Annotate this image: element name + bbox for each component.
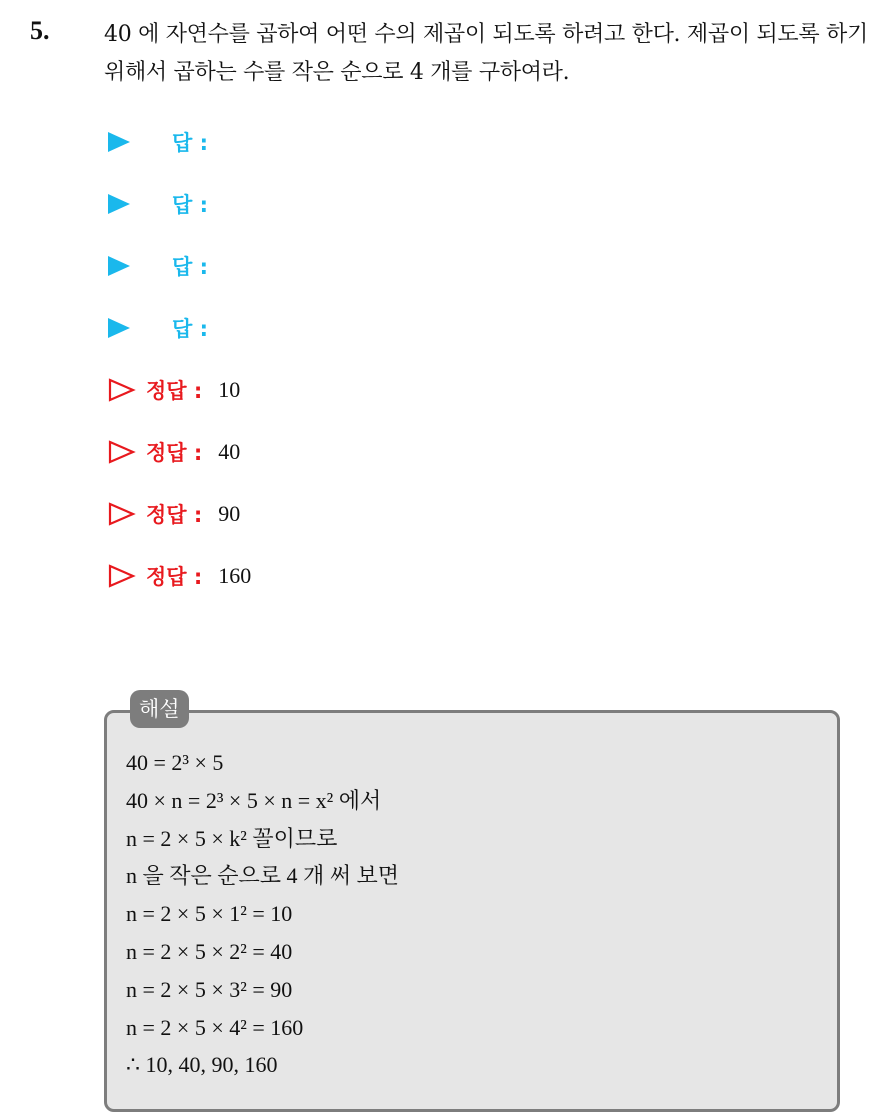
- play-icon: [108, 194, 130, 214]
- question-number: 5.: [30, 16, 50, 45]
- correct-answer-value: 40: [218, 439, 241, 464]
- outline-play-icon: [108, 564, 136, 588]
- correct-answer-label: 정답 :: [146, 565, 203, 589]
- explanation-tab-label: 해설: [130, 690, 189, 728]
- explanation-line: n = 2 × 5 × 1² = 10: [126, 901, 293, 927]
- explanation-line: 40 = 2³ × 5: [126, 750, 224, 775]
- outline-play-icon: [108, 378, 136, 402]
- explanation-line: n 을 작은 순으로 4 개 써 보면: [126, 863, 400, 889]
- explanation-lines: [126, 744, 399, 1084]
- explanation-line: 40 × n = 2³ × 5 × n = x² 에서: [126, 787, 382, 813]
- answer-label: 답 :: [172, 255, 208, 279]
- explanation-line: n = 2 × 5 × 2² = 40: [126, 938, 293, 964]
- correct-answer-value: 160: [218, 563, 252, 588]
- explanation-line: n = 2 × 5 × k² 꼴이므로: [126, 825, 338, 851]
- correct-answer-row: [108, 496, 240, 532]
- correct-answer-label: 정답 :: [146, 379, 203, 403]
- play-icon: [108, 256, 130, 276]
- explanation-line: n = 2 × 5 × 3² = 90: [126, 976, 293, 1002]
- answer-row: [108, 124, 208, 160]
- correct-answer-label: 정답 :: [146, 503, 203, 527]
- answer-label: 답 :: [172, 193, 208, 217]
- answer-row: [108, 248, 208, 284]
- correct-answer-row: [108, 558, 251, 594]
- answer-row: [108, 310, 208, 346]
- correct-answer-value: 90: [218, 501, 241, 526]
- answer-label: 답 :: [172, 317, 208, 341]
- play-icon: [108, 318, 130, 338]
- correct-answer-row: [108, 434, 240, 470]
- outline-play-icon: [108, 440, 136, 464]
- explanation-line: n = 2 × 5 × 4² = 160: [126, 1014, 304, 1040]
- correct-answer-label: 정답 :: [146, 441, 203, 465]
- play-icon: [108, 132, 130, 152]
- correct-answer-row: [108, 372, 240, 408]
- outline-play-icon: [108, 502, 136, 526]
- question-text: 40 에 자연수를 곱하여 어떤 수의 제곱이 되도록 하려고 한다. 제곱이 되도록 하기 위해서 곱하는 수를 작은 순으로 4 개를 구하여라.: [104, 22, 868, 85]
- answer-row: [108, 186, 208, 222]
- correct-answer-value: 10: [218, 377, 241, 402]
- explanation-line: ∴ 10, 40, 90, 160: [126, 1052, 278, 1078]
- answer-label: 답 :: [172, 131, 208, 155]
